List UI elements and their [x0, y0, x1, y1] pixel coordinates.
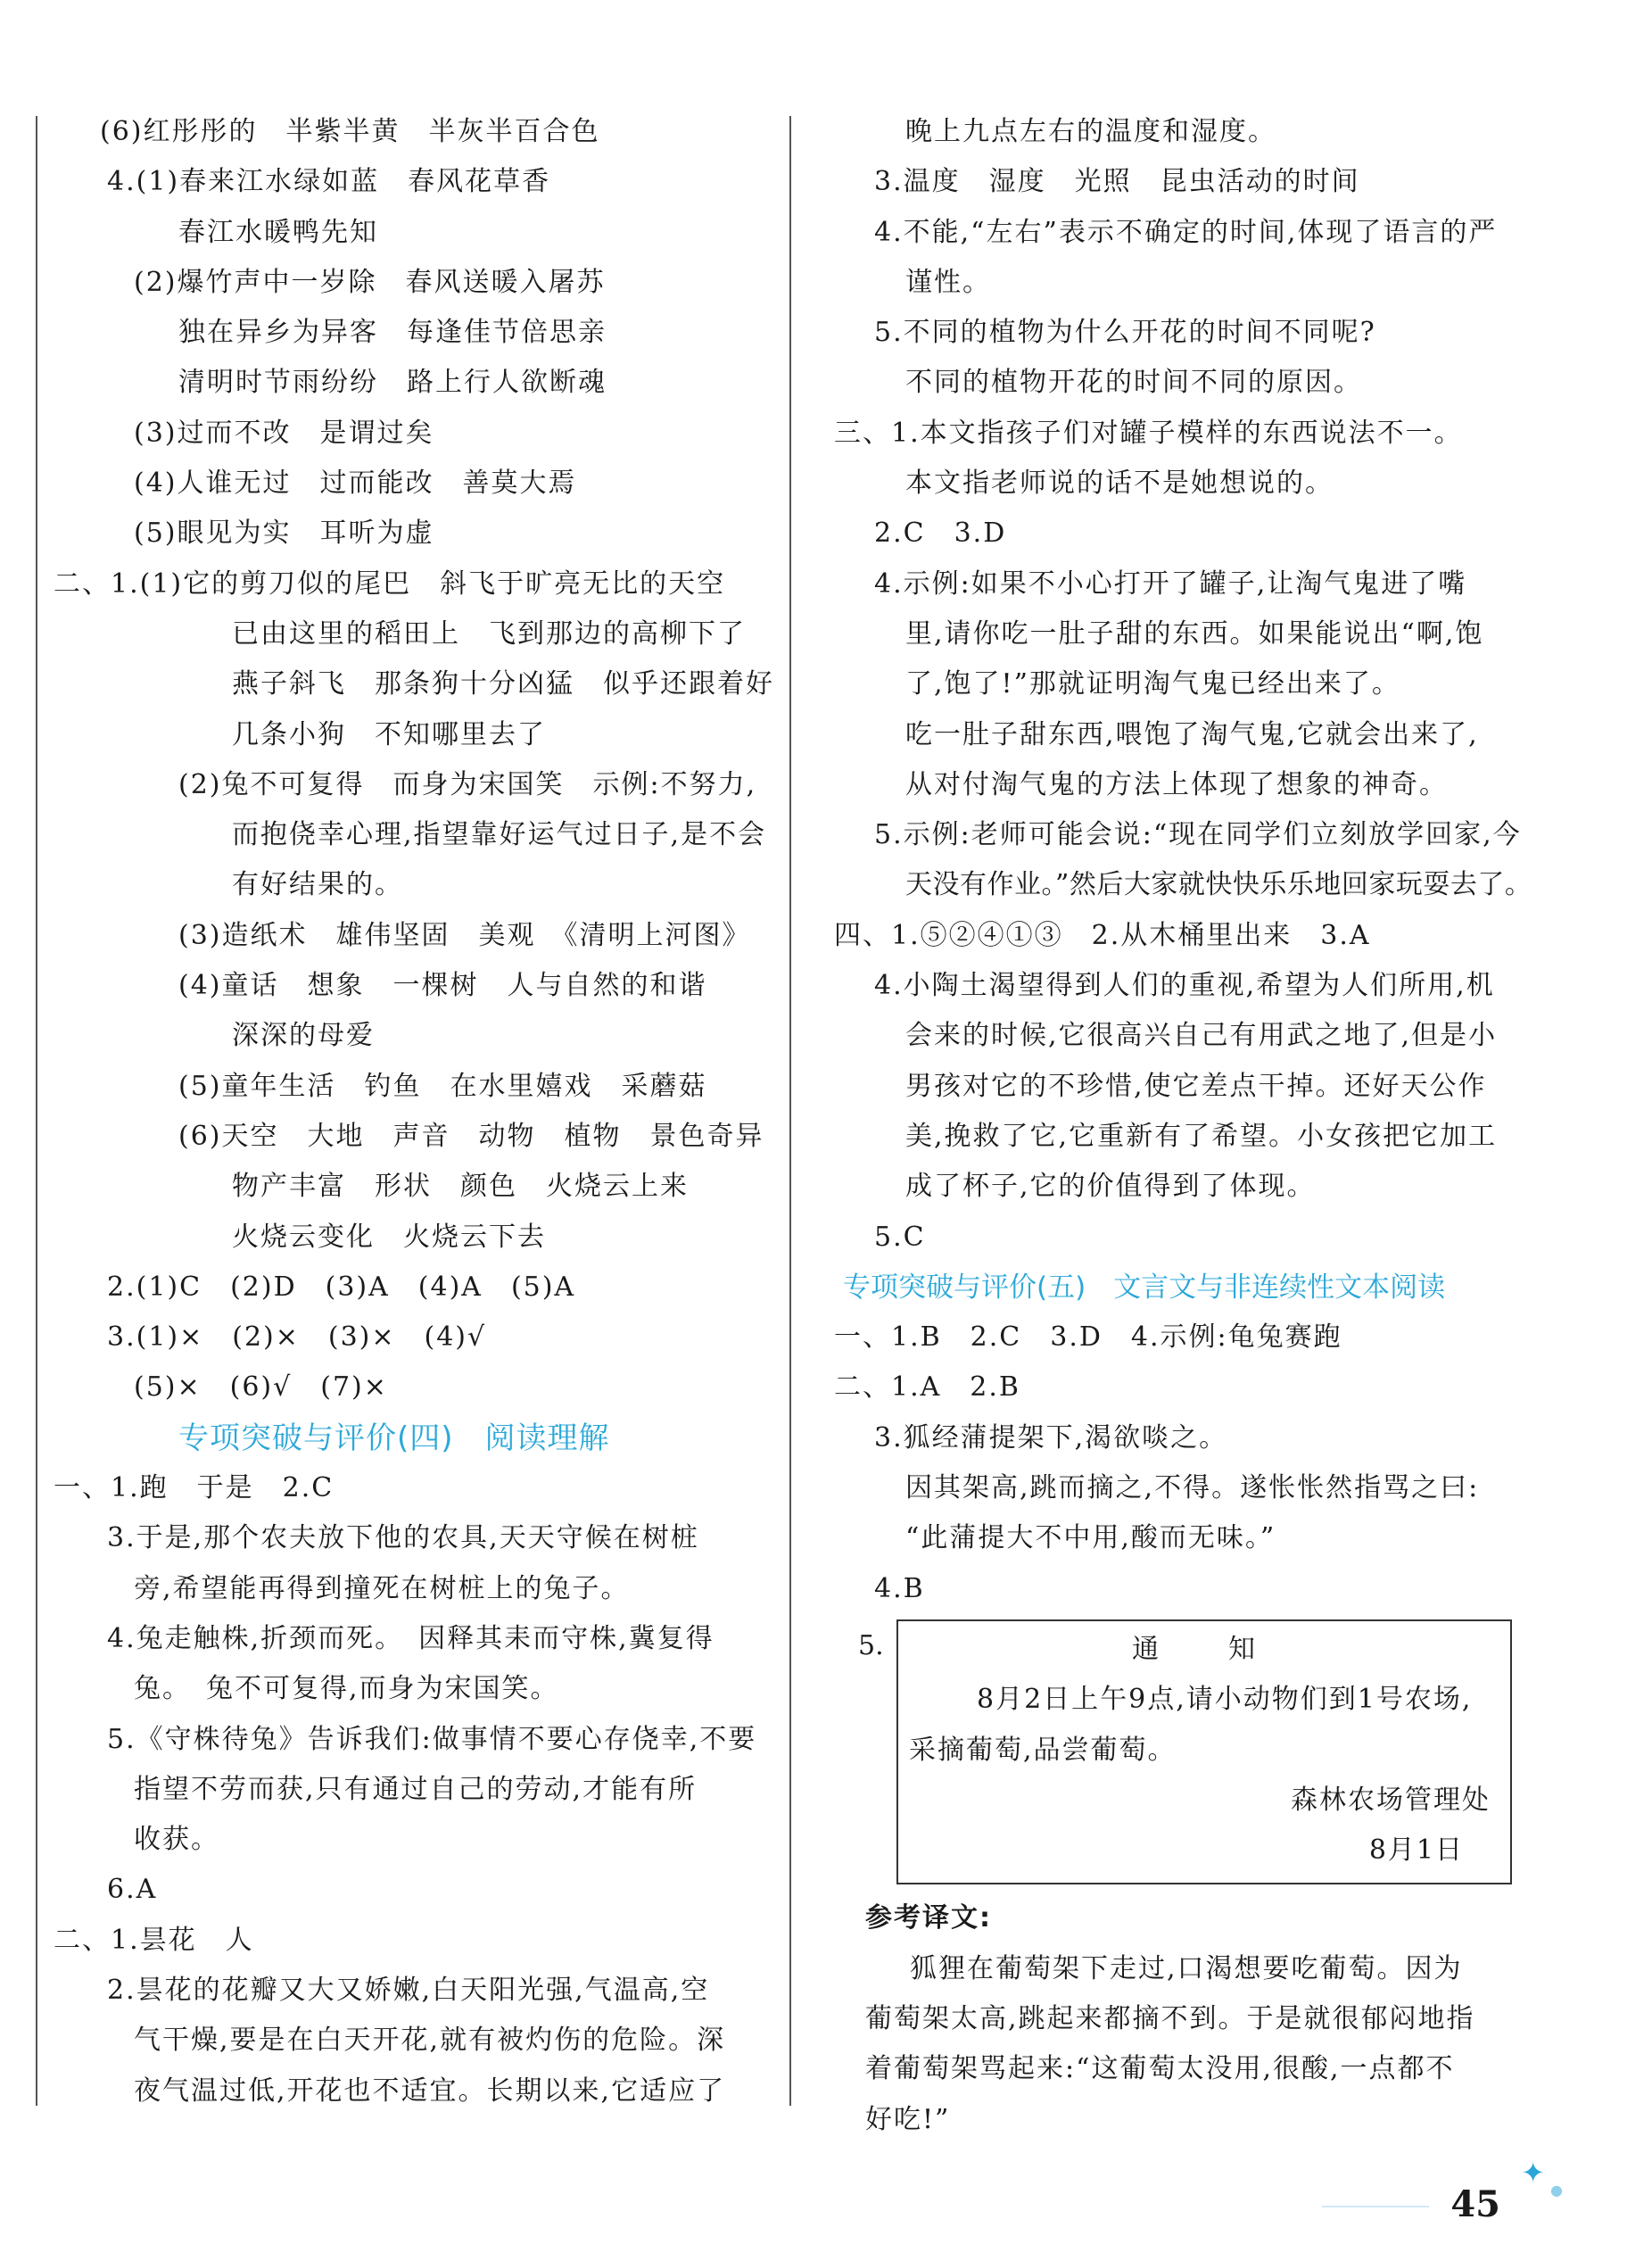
answer-line: 4.B — [874, 1572, 925, 1604]
answer-line: 独在异乡为异客 每逢佳节倍思亲 — [178, 317, 607, 349]
page-number: 45 — [1450, 2183, 1500, 2225]
answer-line: 谨性。 — [905, 266, 991, 298]
answer-line: 了,饱了!”那就证明淘气鬼已经出来了。 — [905, 668, 1400, 700]
answer-line: 有好结果的。 — [232, 869, 403, 901]
answer-line: (4)童话 想象 一棵树 人与自然的和谐 — [178, 970, 707, 1002]
notice-title: 通 知 — [1132, 1633, 1276, 1665]
answer-line: 2.C 3.D — [874, 518, 1007, 550]
star-icon: ✦ — [1521, 2156, 1545, 2190]
answer-line: 二、1.A 2.B — [834, 1371, 1020, 1404]
answer-line: 指望不劳而获,只有通过自己的劳动,才能有所 — [134, 1773, 698, 1805]
answer-line: (6)天空 大地 声音 动物 植物 景色奇异 — [178, 1120, 764, 1152]
answer-line: (3)造纸术 雄伟坚固 美观 《清明上河图》 — [178, 919, 751, 951]
answer-line: 燕子斜飞 那条狗十分凶猛 似乎还跟着好 — [232, 668, 774, 700]
answer-line: 3.(1)× (2)× (3)× (4)√ — [107, 1321, 487, 1354]
answer-line: 春江水暖鸭先知 — [178, 216, 378, 248]
answer-line: 二、1.(1)它的剪刀似的尾巴 斜飞于旷亮无比的天空 — [54, 567, 726, 600]
answer-line: 晚上九点左右的温度和湿度。 — [905, 116, 1276, 147]
answer-line: 3.于是,那个农夫放下他的农具,天天守候在树桩 — [107, 1522, 699, 1554]
answer-line: “此蒲提大不中用,酸而无味。” — [905, 1522, 1276, 1554]
answer-line: (5)眼见为实 耳听为虚 — [134, 518, 434, 550]
answer-line: (2)爆竹声中一岁除 春风送暖入屠苏 — [134, 266, 606, 298]
notice-body: 8月2日上午9点,请小动物们到1号农场,采摘葡萄,品尝葡萄。 — [909, 1684, 1473, 1766]
answer-line: 2.昙花的花瓣又大又娇嫩,白天阳光强,气温高,空 — [107, 1974, 710, 2006]
answer-line: (5)童年生活 钓鱼 在水里嬉戏 采蘑菇 — [178, 1070, 707, 1102]
answer-line: 旁,希望能再得到撞死在树桩上的兔子。 — [134, 1572, 630, 1604]
right-column — [834, 107, 1539, 2145]
answer-line: 三、1.本文指孩子们对罐子模样的东西说法不一。 — [834, 417, 1463, 449]
answer-line: 5.C — [874, 1221, 926, 1253]
answer-line: 3.狐经蒲提架下,渴欲啖之。 — [874, 1421, 1228, 1454]
answer-line: 清明时节雨纷纷 路上行人欲断魂 — [178, 367, 607, 399]
answer-line: 气干燥,要是在白天开花,就有被灼伤的危险。深 — [134, 2025, 726, 2057]
answer-line: (4)人谁无过 过而能改 善莫大焉 — [134, 468, 577, 500]
answer-line: 4.(1)春来江水绿如蓝 春风花草香 — [107, 166, 551, 198]
answer-line: 从对付淘气鬼的方法上体现了想象的神奇。 — [905, 768, 1448, 800]
answer-line: 4.小陶土渴望得到人们的重视,希望为人们所用,机 — [874, 970, 1495, 1002]
answer-line: 6.A — [107, 1874, 158, 1906]
answer-line: (5)× (6)√ (7)× — [134, 1371, 388, 1404]
answer-line: 2.(1)C (2)D (3)A (4)A (5)A — [107, 1271, 576, 1303]
answer-line: 3.温度 湿度 光照 昆虫活动的时间 — [874, 166, 1360, 198]
translation-line: 狐狸在葡萄架下走过,口渴想要吃葡萄。因为 — [910, 1952, 1463, 1984]
answer-line: 男孩对它的不珍惜,使它差点干掉。还好天公作 — [905, 1070, 1487, 1102]
footer-line — [1322, 2206, 1429, 2207]
answer-line: 夜气温过低,开花也不适宜。长期以来,它适应了 — [134, 2075, 726, 2107]
answer-line: 火烧云变化 火烧云下去 — [232, 1221, 546, 1253]
answer-line: 收获。 — [134, 1824, 219, 1856]
answer-line: 4.不能,“左右”表示不确定的时间,体现了语言的严 — [874, 216, 1498, 248]
notice-signature: 森林农场管理处 — [1291, 1784, 1491, 1816]
dot-icon: ● — [1550, 2182, 1563, 2199]
answer-line: 因其架高,跳而摘之,不得。遂怅怅然指骂之曰: — [905, 1472, 1480, 1504]
translation-line: 好吃!” — [865, 2103, 951, 2135]
left-margin-line — [36, 116, 37, 2106]
answer-line: (3)过而不改 是谓过矣 — [134, 417, 434, 449]
answer-line: 里,请你吃一肚子甜的东西。如果能说出“啊,饱 — [905, 617, 1484, 650]
answer-line: 二、1.昙花 人 — [54, 1924, 254, 1956]
notice-date: 8月1日 — [1368, 1834, 1464, 1867]
question-5-label: 5. — [858, 1629, 884, 1661]
answer-line: 兔。 兔不可复得,而身为宋国笑。 — [134, 1673, 559, 1705]
answer-line: 物产丰富 形状 颜色 火烧云上来 — [232, 1171, 689, 1203]
left-column — [54, 107, 776, 2116]
column-divider — [789, 116, 791, 2106]
translation-line: 葡萄架太高,跳起来都摘不到。于是就很郁闷地指 — [865, 2002, 1475, 2034]
answer-line: 而抱侥幸心理,指望靠好运气过日子,是不会 — [232, 819, 767, 851]
answer-line: 不同的植物开花的时间不同的原因。 — [905, 367, 1362, 399]
answer-line: 天没有作业。”然后大家就快快乐乐地回家玩耍去了。 — [905, 869, 1532, 901]
answer-line: 已由这里的稻田上 飞到那边的高柳下了 — [232, 617, 746, 650]
answer-line: 美,挽救了它,它重新有了希望。小女孩把它加工 — [905, 1120, 1498, 1152]
notice-box — [858, 1619, 1512, 1884]
answer-line: 四、1.⑤②④①③ 2.从木桶里出来 3.A — [834, 919, 1371, 951]
answer-line: 一、1.跑 于是 2.C — [54, 1472, 335, 1504]
section-heading: 专项突破与评价(四) 阅读理解 — [178, 1420, 610, 1456]
section-heading: 专项突破与评价(五) 文言文与非连续性文本阅读 — [843, 1271, 1446, 1304]
answer-line: (2)兔不可复得 而身为宋国笑 示例:不努力, — [178, 768, 757, 800]
answer-line: 成了杯子,它的价值得到了体现。 — [905, 1171, 1316, 1203]
answer-line: 5.不同的植物为什么开花的时间不同呢? — [874, 317, 1376, 349]
answer-line: 4.兔走触株,折颈而死。 因释其耒而守株,冀复得 — [107, 1622, 714, 1654]
answer-line: 5.《守株待兔》告诉我们:做事情不要心存侥幸,不要 — [107, 1723, 757, 1755]
answer-line: (6)红彤彤的 半紫半黄 半灰半百合色 — [100, 116, 600, 147]
answer-line: 4.示例:如果不小心打开了罐子,让淘气鬼进了嘴 — [874, 567, 1467, 600]
reference-translation-title: 参考译文: — [865, 1902, 992, 1934]
answer-line: 几条小狗 不知哪里去了 — [232, 718, 546, 750]
translation-line: 着葡萄架骂起来:“这葡萄太没用,很酸,一点都不 — [865, 2053, 1455, 2085]
answer-line: 5.示例:老师可能会说:“现在同学们立刻放学回家,今 — [874, 819, 1522, 851]
answer-line: 吃一肚子甜东西,喂饱了淘气鬼,它就会出来了, — [905, 718, 1479, 750]
answer-line: 本文指老师说的话不是她想说的。 — [905, 468, 1334, 500]
answer-line: 一、1.B 2.C 3.D 4.示例:龟兔赛跑 — [834, 1321, 1342, 1354]
answer-line: 会来的时候,它很高兴自己有用武之地了,但是小 — [905, 1020, 1498, 1052]
answer-line: 深深的母爱 — [232, 1020, 375, 1052]
